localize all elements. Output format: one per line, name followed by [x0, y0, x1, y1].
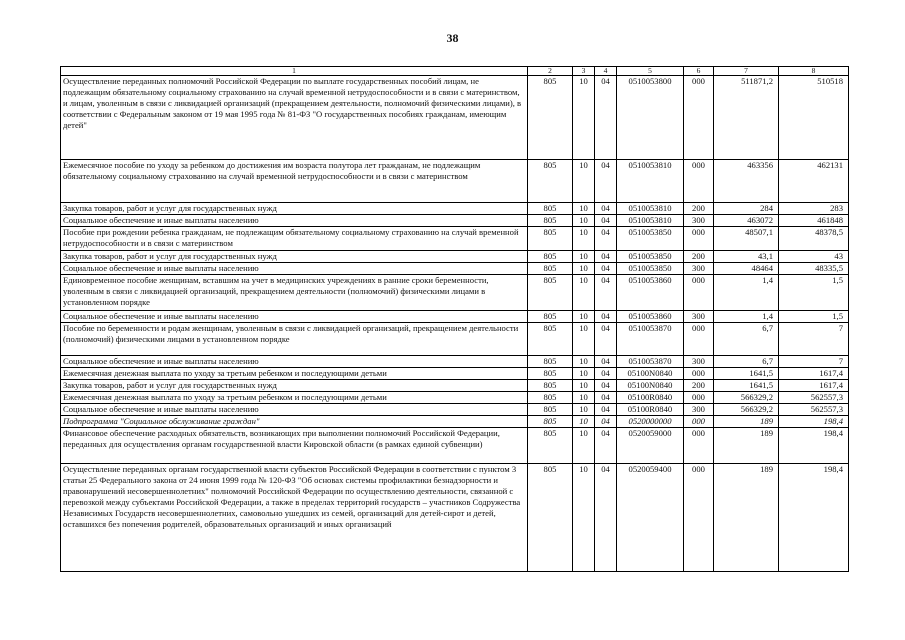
row-amount-year-2: 7: [779, 356, 849, 368]
row-expense-type: 300: [684, 311, 714, 323]
column-header-2: 2: [528, 67, 573, 76]
row-amount-year-2: 198,4: [779, 416, 849, 428]
row-name: Ежемесячная денежная выплата по уходу за третьим ребенком и последующими детьми: [61, 392, 528, 404]
row-subsection-code: 04: [595, 227, 617, 251]
row-amount-year-2: 43: [779, 251, 849, 263]
row-name: Закупка товаров, работ и услуг для государственных нужд: [61, 251, 528, 263]
row-target-article: 0510053850: [617, 251, 684, 263]
row-amount-year-1: 48507,1: [714, 227, 779, 251]
row-section-code: 10: [573, 356, 595, 368]
table-row: [61, 311, 849, 323]
row-subsection-code: 04: [595, 203, 617, 215]
row-ministry-code: 805: [528, 356, 573, 368]
row-ministry-code: 805: [528, 263, 573, 275]
row-amount-year-2: 48378,5: [779, 227, 849, 251]
row-target-article: 05100N0840: [617, 380, 684, 392]
row-name: Социальное обеспечение и иные выплаты населению: [61, 356, 528, 368]
row-amount-year-1: 1,4: [714, 311, 779, 323]
row-ministry-code: 805: [528, 275, 573, 311]
row-expense-type: 000: [684, 160, 714, 203]
row-expense-type: 200: [684, 251, 714, 263]
row-amount-year-1: 48464: [714, 263, 779, 275]
row-target-article: 0510053850: [617, 263, 684, 275]
row-amount-year-2: 198,4: [779, 428, 849, 464]
table-row: [61, 215, 849, 227]
row-ministry-code: 805: [528, 392, 573, 404]
row-ministry-code: 805: [528, 251, 573, 263]
row-section-code: 10: [573, 428, 595, 464]
row-ministry-code: 805: [528, 428, 573, 464]
row-amount-year-1: 1,4: [714, 275, 779, 311]
row-target-article: 0510053870: [617, 323, 684, 356]
row-ministry-code: 805: [528, 464, 573, 572]
row-expense-type: 000: [684, 76, 714, 160]
row-expense-type: 000: [684, 428, 714, 464]
row-subsection-code: 04: [595, 251, 617, 263]
row-amount-year-2: 7: [779, 323, 849, 356]
column-header-8: 8: [779, 67, 849, 76]
row-amount-year-2: 48335,5: [779, 263, 849, 275]
header-row: [61, 67, 849, 76]
row-amount-year-2: 1617,4: [779, 380, 849, 392]
row-ministry-code: 805: [528, 404, 573, 416]
row-target-article: 05100N0840: [617, 368, 684, 380]
row-amount-year-2: 462131: [779, 160, 849, 203]
row-amount-year-1: 1641,5: [714, 368, 779, 380]
row-amount-year-2: 1,5: [779, 275, 849, 311]
row-subsection-code: 04: [595, 368, 617, 380]
row-target-article: 0510053870: [617, 356, 684, 368]
row-section-code: 10: [573, 215, 595, 227]
row-amount-year-1: 189: [714, 464, 779, 572]
row-amount-year-2: 562557,3: [779, 404, 849, 416]
row-amount-year-2: 283: [779, 203, 849, 215]
row-expense-type: 200: [684, 203, 714, 215]
row-amount-year-2: 1,5: [779, 311, 849, 323]
row-subsection-code: 04: [595, 323, 617, 356]
row-amount-year-1: 511871,2: [714, 76, 779, 160]
row-expense-type: 300: [684, 356, 714, 368]
row-amount-year-2: 510518: [779, 76, 849, 160]
row-expense-type: 300: [684, 263, 714, 275]
row-amount-year-1: 43,1: [714, 251, 779, 263]
row-target-article: 0520059400: [617, 464, 684, 572]
row-section-code: 10: [573, 160, 595, 203]
row-amount-year-2: 562557,3: [779, 392, 849, 404]
row-ministry-code: 805: [528, 76, 573, 160]
row-subsection-code: 04: [595, 160, 617, 203]
row-expense-type: 000: [684, 227, 714, 251]
row-ministry-code: 805: [528, 311, 573, 323]
row-subsection-code: 04: [595, 392, 617, 404]
row-amount-year-1: 6,7: [714, 323, 779, 356]
table-row: [61, 392, 849, 404]
row-ministry-code: 805: [528, 416, 573, 428]
row-target-article: 0510053800: [617, 76, 684, 160]
row-amount-year-1: 284: [714, 203, 779, 215]
row-name: Осуществление переданных полномочий Российской Федерации по выплате государственных пособий лицам, не подлежащим обязательному социальному страхованию на случай временной нетрудоспособности и в связи с материнством, и лицам, уволенным в связи с ликвидацией организаций (прекращением деятельности, полномочий физическими лицами), в соответствии с Федеральным законом от 19 мая 1995 года № 81-ФЗ "О государственных пособиях гражданам, имеющим детей": [61, 76, 528, 160]
row-name: Закупка товаров, работ и услуг для государственных нужд: [61, 203, 528, 215]
row-ministry-code: 805: [528, 368, 573, 380]
row-subsection-code: 04: [595, 380, 617, 392]
row-section-code: 10: [573, 416, 595, 428]
table-row: [61, 251, 849, 263]
row-ministry-code: 805: [528, 227, 573, 251]
row-subsection-code: 04: [595, 275, 617, 311]
table-row: [61, 323, 849, 356]
table-row: [61, 464, 849, 572]
table-row: [61, 416, 849, 428]
row-target-article: 0510053810: [617, 215, 684, 227]
row-name: Закупка товаров, работ и услуг для государственных нужд: [61, 380, 528, 392]
row-name: Единовременное пособие женщинам, вставшим на учет в медицинских учреждениях в ранние сроки беременности, уволенным в связи с ликвидацией организаций, прекращением деятельности (полномочий) физическими лицами в установленном порядке: [61, 275, 528, 311]
table-row: [61, 380, 849, 392]
row-name: Ежемесячная денежная выплата по уходу за третьим ребенком и последующими детьми: [61, 368, 528, 380]
row-section-code: 10: [573, 203, 595, 215]
row-subsection-code: 04: [595, 263, 617, 275]
table-row: [61, 203, 849, 215]
row-amount-year-1: 6,7: [714, 356, 779, 368]
table-body: [61, 76, 849, 572]
row-target-article: 0510053860: [617, 311, 684, 323]
row-expense-type: 300: [684, 215, 714, 227]
row-expense-type: 000: [684, 323, 714, 356]
column-header-4: 4: [595, 67, 617, 76]
row-target-article: 0510053860: [617, 275, 684, 311]
table-row: [61, 404, 849, 416]
row-target-article: 0510053810: [617, 160, 684, 203]
row-ministry-code: 805: [528, 323, 573, 356]
row-section-code: 10: [573, 464, 595, 572]
row-section-code: 10: [573, 76, 595, 160]
row-name: Социальное обеспечение и иные выплаты населению: [61, 263, 528, 275]
page-number: 38: [446, 31, 459, 45]
row-section-code: 10: [573, 263, 595, 275]
row-target-article: 0510053810: [617, 203, 684, 215]
row-expense-type: 300: [684, 404, 714, 416]
row-subsection-code: 04: [595, 215, 617, 227]
row-amount-year-2: 198,4: [779, 464, 849, 572]
row-target-article: 0520059000: [617, 428, 684, 464]
row-amount-year-1: 463072: [714, 215, 779, 227]
row-expense-type: 000: [684, 275, 714, 311]
row-name: Подпрограмма "Социальное обслуживание граждан": [61, 416, 528, 428]
row-subsection-code: 04: [595, 464, 617, 572]
column-header-5: 5: [617, 67, 684, 76]
row-subsection-code: 04: [595, 428, 617, 464]
row-target-article: 05100R0840: [617, 404, 684, 416]
row-name: Осуществление переданных органам государственной власти субъектов Российской Федерации в соответствии с пунктом 3 статьи 25 Федерального закона от 24 июня 1999 года № 120-ФЗ "Об основах системы профилактики безнадзорности и правонарушений несовершеннолетних" полномочий Российской Федерации по осуществлению деятельности, связанной с перевозкой между субъектами Российской Федерации, а также в пределах территорий государств – участников Содружества Независимых Государств несовершеннолетних, самовольно ушедших из семей, организаций для детей-сирот и детей, оставшихся без попечения родителей, образовательных организаций и иных организаций: [61, 464, 528, 572]
row-name: Пособие при рождении ребенка гражданам, не подлежащим обязательному социальному страхованию на случай временной нетрудоспособности и в связи с материнством: [61, 227, 528, 251]
row-subsection-code: 04: [595, 311, 617, 323]
row-subsection-code: 04: [595, 416, 617, 428]
row-section-code: 10: [573, 392, 595, 404]
row-expense-type: 000: [684, 392, 714, 404]
row-name: Ежемесячное пособие по уходу за ребенком до достижения им возраста полутора лет гражданам, не подлежащим обязательному социальному страхованию на случай временной нетрудоспособности и в связи с материнством: [61, 160, 528, 203]
row-expense-type: 000: [684, 464, 714, 572]
row-name: Социальное обеспечение и иные выплаты населению: [61, 311, 528, 323]
row-amount-year-1: 566329,2: [714, 392, 779, 404]
column-header-3: 3: [573, 67, 595, 76]
row-subsection-code: 04: [595, 356, 617, 368]
row-ministry-code: 805: [528, 380, 573, 392]
row-section-code: 10: [573, 227, 595, 251]
table-row: [61, 356, 849, 368]
row-subsection-code: 04: [595, 76, 617, 160]
row-subsection-code: 04: [595, 404, 617, 416]
row-amount-year-2: 461848: [779, 215, 849, 227]
row-section-code: 10: [573, 275, 595, 311]
table-row: [61, 368, 849, 380]
row-section-code: 10: [573, 251, 595, 263]
row-name: Финансовое обеспечение расходных обязательств, возникающих при выполнении полномочий Российской Федерации, переданных для осуществления органам государственной власти Кировской области (в рамках единой субвенции): [61, 428, 528, 464]
row-section-code: 10: [573, 311, 595, 323]
row-expense-type: 200: [684, 380, 714, 392]
column-header-7: 7: [714, 67, 779, 76]
budget-table: [60, 66, 849, 572]
row-section-code: 10: [573, 380, 595, 392]
row-amount-year-1: 1641,5: [714, 380, 779, 392]
row-amount-year-1: 189: [714, 428, 779, 464]
table-row: [61, 263, 849, 275]
row-expense-type: 000: [684, 368, 714, 380]
row-amount-year-1: 463356: [714, 160, 779, 203]
row-ministry-code: 805: [528, 160, 573, 203]
table-row: [61, 76, 849, 160]
row-ministry-code: 805: [528, 203, 573, 215]
row-section-code: 10: [573, 404, 595, 416]
table-row: [61, 227, 849, 251]
row-amount-year-2: 1617,4: [779, 368, 849, 380]
row-target-article: 05100R0840: [617, 392, 684, 404]
table-row: [61, 160, 849, 203]
row-expense-type: 000: [684, 416, 714, 428]
row-name: Социальное обеспечение и иные выплаты населению: [61, 404, 528, 416]
row-target-article: 0510053850: [617, 227, 684, 251]
row-amount-year-1: 189: [714, 416, 779, 428]
row-section-code: 10: [573, 323, 595, 356]
column-header-6: 6: [684, 67, 714, 76]
table-row: [61, 428, 849, 464]
table-row: [61, 275, 849, 311]
row-amount-year-1: 566329,2: [714, 404, 779, 416]
column-header-1: 1: [61, 67, 528, 76]
row-name: Социальное обеспечение и иные выплаты населению: [61, 215, 528, 227]
row-name: Пособие по беременности и родам женщинам, уволенным в связи с ликвидацией организаций, прекращением деятельности (полномочий) физическими лицами в установленном порядке: [61, 323, 528, 356]
row-section-code: 10: [573, 368, 595, 380]
row-target-article: 0520000000: [617, 416, 684, 428]
row-ministry-code: 805: [528, 215, 573, 227]
